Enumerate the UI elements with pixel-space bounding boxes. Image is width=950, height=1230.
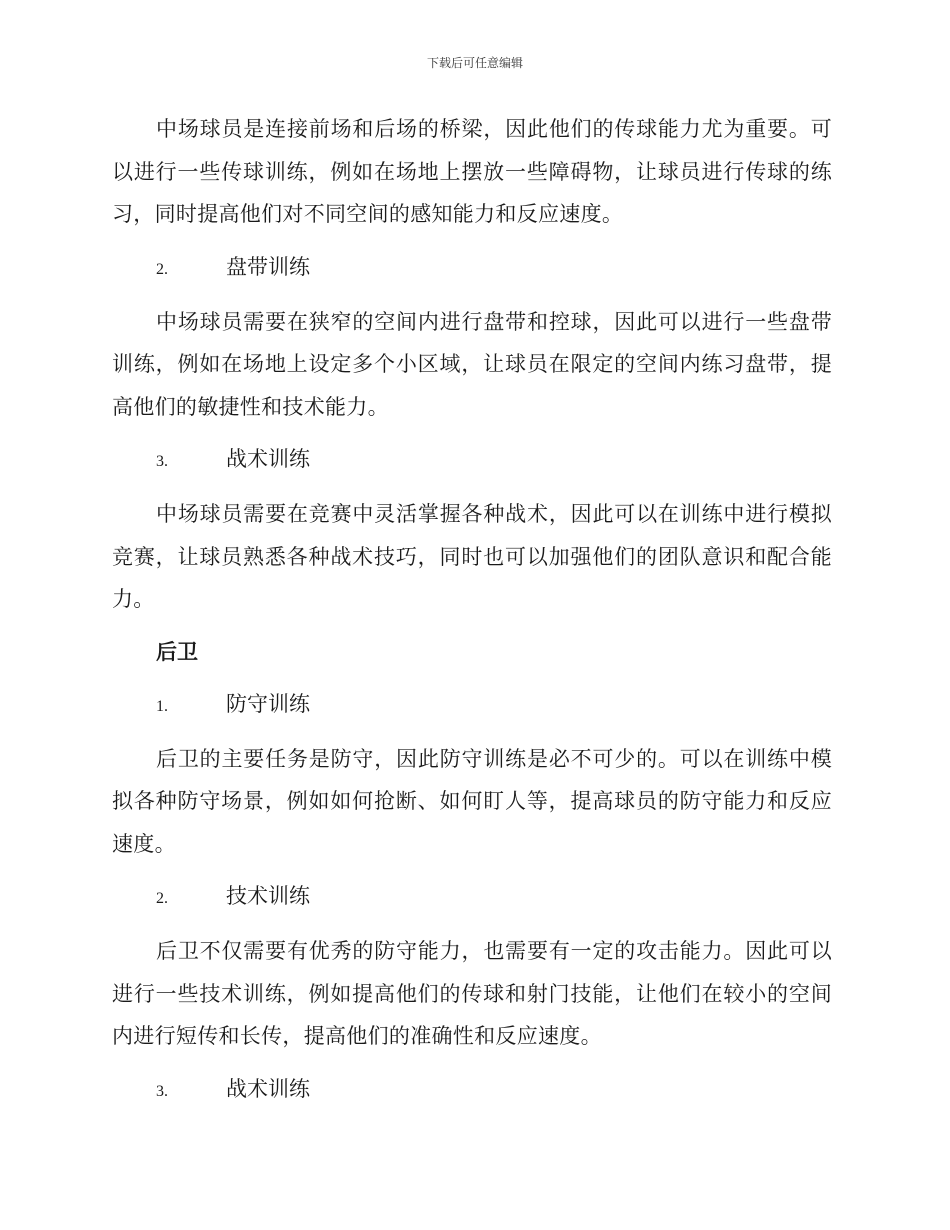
paragraph-defender-defense: 后卫的主要任务是防守，因此防守训练是必不可少的。可以在训练中模拟各种防守场景，例如如何抢断、如何盯人等，提高球员的防守能力和反应速度。	[112, 746, 832, 856]
list-number: 3.	[156, 453, 168, 470]
list-label: 技术训练	[226, 884, 310, 908]
list-item-tactics-defender	[156, 1068, 832, 1113]
list-label: 盘带训练	[226, 254, 310, 279]
list-number: 2.	[156, 260, 168, 278]
header-note: 下载后可任意编辑	[426, 56, 523, 70]
document-body	[112, 108, 832, 1123]
list-label: 防守训练	[226, 691, 310, 716]
list-number: 3.	[156, 1082, 168, 1100]
list-label: 战术训练	[226, 447, 310, 471]
paragraph-midfield-tactics: 中场球员需要在竞赛中灵活掌握各种战术，因此可以在训练中进行模拟竞赛，让球员熟悉各种战术技巧，同时也可以加强他们的团队意识和配合能力。	[112, 502, 832, 611]
list-number: 2.	[156, 890, 168, 907]
paragraph-defender-technique: 后卫不仅需要有优秀的防守能力，也需要有一定的攻击能力。因此可以进行一些技术训练，例如提高他们的传球和射门技能，让他们在较小的空间内进行短传和长传，提高他们的准确性和反应速度。	[112, 939, 832, 1048]
paragraph-midfield-passing: 中场球员是连接前场和后场的桥梁，因此他们的传球能力尤为重要。可以进行一些传球训练，例如在场地上摆放一些障碍物，让球员进行传球的练习，同时提高他们对不同空间的感知能力和反应速度。	[112, 117, 832, 226]
list-item-dribbling	[156, 246, 832, 291]
list-item-technique	[156, 875, 832, 920]
list-item-tactics	[156, 438, 832, 483]
list-item-defense	[156, 683, 832, 728]
list-number: 1.	[156, 697, 168, 715]
section-heading-defender: 后卫	[156, 638, 198, 664]
paragraph-midfield-dribbling: 中场球员需要在狭窄的空间内进行盘带和控球，因此可以进行一些盘带训练，例如在场地上设定多个小区域，让球员在限定的空间内练习盘带，提高他们的敏捷性和技术能力。	[112, 309, 832, 419]
list-label: 战术训练	[226, 1076, 310, 1101]
